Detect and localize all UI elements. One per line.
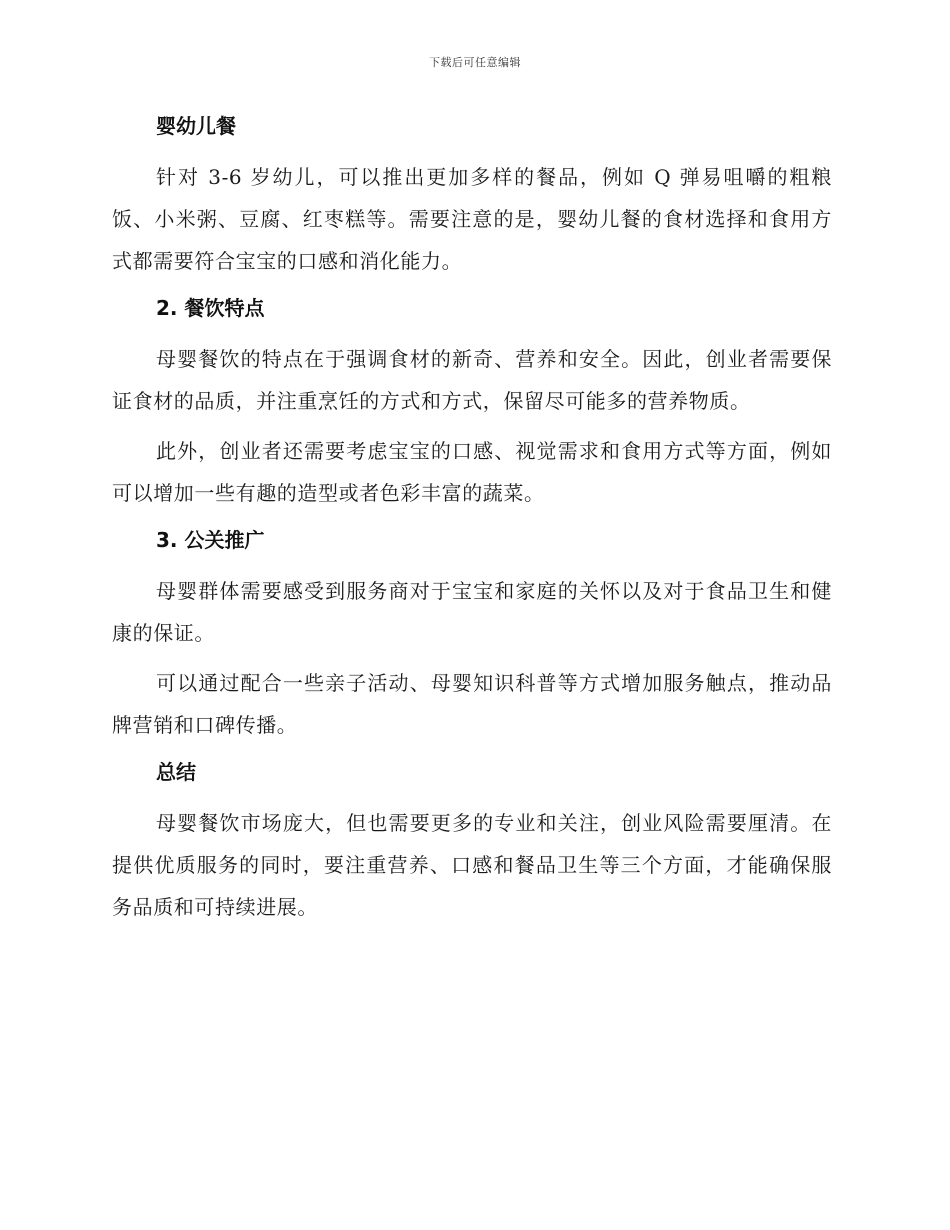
paragraph: 可以通过配合一些亲子活动、母婴知识科普等方式增加服务触点，推动品牌营销和口碑传播。	[112, 671, 832, 737]
section-heading: 2. 餐饮特点	[156, 296, 265, 320]
paragraph: 针对 3-6 岁幼儿，可以推出更加多样的餐品，例如 Q 弹易咀嚼的粗粮饭、小米粥、豆腐、红枣糕等。需要注意的是，婴幼儿餐的食材选择和食用方式都需要符合宝宝的口感和消化能力。	[112, 165, 832, 273]
paragraph: 母婴餐饮市场庞大，但也需要更多的专业和关注，创业风险需要厘清。在提供优质服务的同时，要注重营养、口感和餐品卫生等三个方面，才能确保服务品质和可持续进展。	[112, 811, 832, 919]
section-infant-meals	[112, 108, 832, 282]
section-heading: 婴幼儿餐	[156, 114, 236, 138]
section-pr-promotion	[112, 522, 832, 746]
page-header-note: 下载后可任意编辑	[429, 56, 521, 69]
paragraph: 此外，创业者还需要考虑宝宝的口感、视觉需求和食用方式等方面，例如可以增加一些有趣的造型或者色彩丰富的蔬菜。	[112, 439, 832, 505]
paragraph: 母婴群体需要感受到服务商对于宝宝和家庭的关怀以及对于食品卫生和健康的保证。	[112, 579, 832, 645]
section-heading: 总结	[156, 760, 196, 784]
paragraph: 母婴餐饮的特点在于强调食材的新奇、营养和安全。因此，创业者需要保证食材的品质，并注重烹饪的方式和方式，保留尽可能多的营养物质。	[112, 347, 832, 413]
section-dining-features	[112, 290, 832, 514]
section-heading: 3. 公关推广	[156, 528, 265, 552]
document-body	[112, 108, 832, 936]
section-summary	[112, 754, 832, 928]
